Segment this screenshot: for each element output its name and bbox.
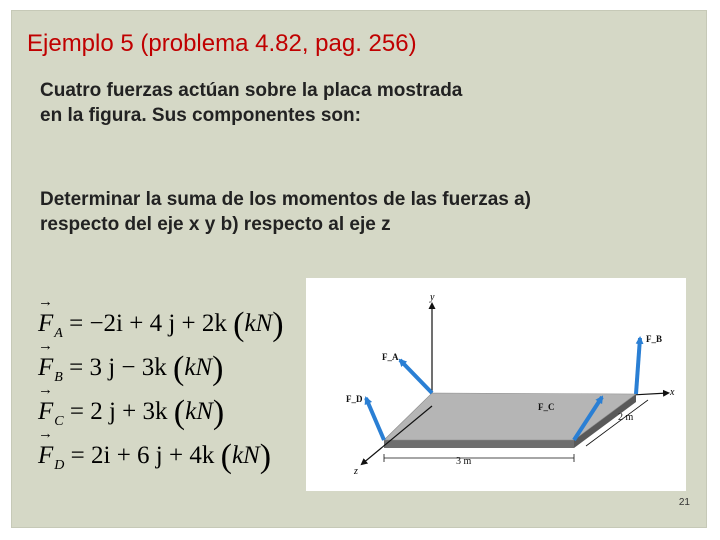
force-a-arrow xyxy=(400,360,432,393)
equation-rhs: = −2i + 4 j + 2k xyxy=(69,310,227,337)
vector-subscript: D xyxy=(54,458,65,473)
vector-symbol: → F xyxy=(38,354,53,382)
plate-diagram xyxy=(306,278,686,491)
equation-force-b: → $F_B = 3$ j − 3k (kN) xyxy=(38,350,223,394)
unit-label: kN xyxy=(244,310,273,337)
unit-label: kN xyxy=(185,398,213,425)
task-paragraph xyxy=(40,187,680,237)
vector-symbol: → F xyxy=(38,442,53,470)
vector-subscript: C xyxy=(54,414,64,429)
task-line-2: respecto del eje x y b) respecto al eje z xyxy=(40,214,391,235)
equation-force-d: → $F_D = 2i + 6$ j + 4k (kN) xyxy=(38,438,271,482)
equation-rhs: = 3 j − 3k xyxy=(69,354,167,381)
vector-symbol: → F xyxy=(38,310,53,338)
intro-paragraph xyxy=(40,78,680,128)
vector-symbol: → F xyxy=(38,398,53,426)
vector-subscript: A xyxy=(54,326,63,341)
unit-label: kN xyxy=(184,354,213,381)
x-axis-label: x xyxy=(670,387,675,398)
plate-figure xyxy=(306,278,686,491)
equation-rhs: = 2i + 6 j + 4k xyxy=(70,442,215,469)
force-b-arrow xyxy=(636,338,640,394)
unit-label: kN xyxy=(231,442,260,469)
intro-line-2: en la figura. Sus componentes son: xyxy=(40,105,361,126)
force-c-label: F_C xyxy=(538,402,555,412)
force-d-arrow xyxy=(366,398,384,440)
equation-force-a: → $F_A = -2i + 4$ j + 2k (kN) xyxy=(38,306,284,350)
force-a-label: F_A xyxy=(382,352,399,362)
equation-rhs: = 2 j + 3k xyxy=(69,398,168,425)
dimension-label-length: 3 m xyxy=(456,456,472,467)
y-axis-label: y xyxy=(430,292,435,303)
z-axis-label: z xyxy=(354,466,358,477)
equation-force-c: → $F_C = 2$ j + 3k (kN) xyxy=(38,394,224,438)
vector-subscript: B xyxy=(54,370,63,385)
slide-title: Ejemplo 5 (problema 4.82, pag. 256) xyxy=(27,30,417,57)
intro-line-1: Cuatro fuerzas actúan sobre la placa mostrada xyxy=(40,80,463,101)
task-line-1: Determinar la suma de los momentos de las fuerzas a) xyxy=(40,189,532,210)
dimension-label-width: 2 m xyxy=(618,412,634,423)
page-number: 21 xyxy=(678,497,690,508)
force-b-label: F_B xyxy=(646,334,663,344)
force-d-label: F_D xyxy=(346,394,363,404)
plate-front-face xyxy=(384,440,574,448)
